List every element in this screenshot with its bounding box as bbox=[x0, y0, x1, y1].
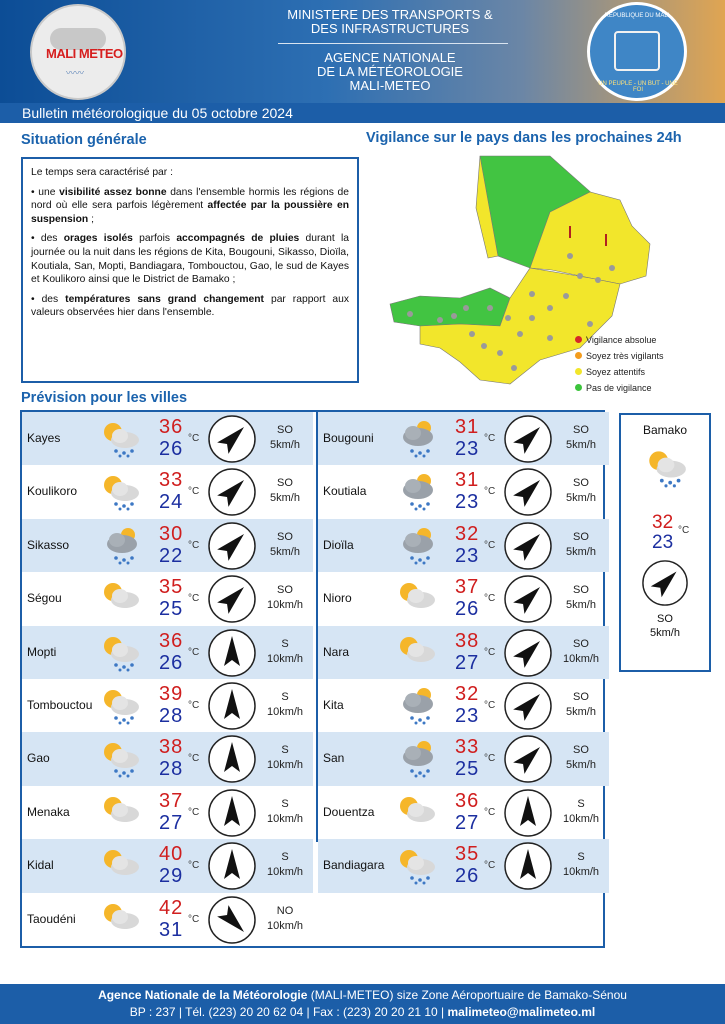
seal-building-icon bbox=[614, 31, 660, 71]
wind-speed: 5km/h bbox=[566, 706, 596, 718]
wind-compass-icon bbox=[207, 681, 257, 731]
bamako-tmin: 23 bbox=[652, 532, 674, 553]
wind-speed: 10km/h bbox=[562, 812, 600, 825]
situation-intro: Le temps sera caractérisé par : bbox=[31, 167, 173, 178]
wind-direction: S bbox=[281, 691, 289, 703]
forecast-row-dioïla bbox=[318, 519, 609, 572]
footer-agency: Agence Nationale de la Météorologie (MALI-METEO) size Zone Aéroportuaire de Bamako-Sénou bbox=[98, 988, 627, 1002]
temp-max: 42 bbox=[159, 896, 184, 919]
wind-direction: S bbox=[577, 851, 585, 864]
forecast-row-kayes bbox=[22, 412, 313, 465]
wind-speed: 5km/h bbox=[566, 599, 596, 612]
wind-speed: 5km/h bbox=[566, 545, 596, 558]
wind-compass-icon bbox=[503, 467, 553, 517]
temp-unit: °C bbox=[188, 486, 200, 498]
temp-max: 35 bbox=[159, 576, 184, 599]
forecast-title: Prévision pour les villes bbox=[21, 390, 188, 406]
temp-unit: °C bbox=[188, 700, 200, 711]
bamako-box bbox=[619, 413, 711, 672]
temp-min: 25 bbox=[455, 758, 480, 781]
sun-cloud-rain-icon bbox=[394, 845, 438, 885]
wind-direction: SO bbox=[277, 584, 293, 597]
forecast-row-gao bbox=[22, 732, 313, 785]
thunder-rain-icon bbox=[394, 418, 438, 458]
city-name: Nara bbox=[323, 644, 350, 659]
forecast-row-bougouni bbox=[318, 412, 609, 465]
forecast-row-mopti bbox=[22, 626, 313, 679]
temp-min: 23 bbox=[455, 438, 480, 460]
temp-min: 22 bbox=[159, 544, 184, 567]
temp-max: 35 bbox=[455, 843, 480, 866]
wind-direction: S bbox=[281, 797, 289, 810]
sun-cloud-rain-icon bbox=[643, 445, 689, 489]
agency-line-1: AGENCE NATIONALE bbox=[324, 50, 456, 65]
city-name: San bbox=[323, 751, 345, 766]
wind-compass-icon bbox=[503, 574, 553, 624]
sun-cloud-icon bbox=[394, 632, 438, 672]
bamako-tmax: 32 bbox=[652, 512, 674, 533]
temp-max: 37 bbox=[159, 789, 184, 812]
wind-speed: 5km/h bbox=[566, 492, 596, 505]
city-name: Koulikoro bbox=[27, 484, 78, 499]
temp-max: 38 bbox=[455, 629, 480, 652]
wind-direction: SO bbox=[573, 744, 589, 757]
city-name: Menaka bbox=[27, 804, 70, 819]
thunder-rain-icon bbox=[394, 471, 438, 511]
seal-top-text: RÉPUBLIQUE DU MALI bbox=[604, 13, 670, 19]
wind-speed: 5km/h bbox=[270, 439, 300, 451]
wind-speed: 10km/h bbox=[562, 652, 600, 665]
wind-compass-icon bbox=[207, 467, 257, 517]
sun-cloud-icon bbox=[394, 792, 438, 832]
legend-orange-dot bbox=[575, 352, 582, 359]
wind-compass-icon bbox=[207, 895, 257, 945]
wind-speed: 5km/h bbox=[270, 545, 300, 558]
forecast-row-sikasso bbox=[22, 519, 313, 572]
sun-cloud-icon bbox=[98, 845, 142, 885]
city-name: Koutiala bbox=[323, 484, 367, 499]
agency-line-3: MALI-METEO bbox=[349, 78, 431, 93]
wind-direction: SO bbox=[573, 637, 589, 650]
temp-unit: °C bbox=[188, 593, 200, 605]
bamako-city: Bamako bbox=[642, 423, 688, 437]
temp-min: 28 bbox=[159, 705, 184, 727]
logo-text: MALI METEO bbox=[46, 46, 123, 61]
city-name: Kayes bbox=[27, 431, 61, 445]
forecast-row-nara bbox=[318, 626, 609, 679]
forecast-row-koulikoro bbox=[22, 465, 313, 518]
wind-speed: 10km/h bbox=[266, 866, 304, 879]
wind-compass-icon bbox=[207, 734, 257, 784]
forecast-row-kidal bbox=[22, 839, 313, 892]
temp-max: 40 bbox=[159, 843, 184, 866]
temp-min: 27 bbox=[159, 811, 184, 834]
city-name: Tombouctou bbox=[27, 698, 93, 712]
temp-max: 36 bbox=[159, 416, 184, 438]
bamako-wind-speed: 5km/h bbox=[650, 627, 680, 639]
thunder-rain-icon bbox=[394, 525, 438, 565]
wind-compass-icon bbox=[207, 628, 257, 678]
temp-min: 26 bbox=[455, 865, 480, 888]
temp-min: 23 bbox=[455, 491, 480, 514]
temp-max: 38 bbox=[159, 736, 184, 759]
temp-max: 33 bbox=[159, 469, 184, 492]
sun-cloud-rain-icon bbox=[98, 418, 142, 458]
wind-compass-icon bbox=[207, 414, 257, 464]
city-name: Ségou bbox=[27, 591, 62, 606]
legend-red-dot bbox=[575, 336, 582, 343]
temp-min: 28 bbox=[159, 758, 184, 781]
wind-speed: 5km/h bbox=[270, 492, 300, 505]
temp-max: 39 bbox=[159, 683, 184, 705]
wind-speed: 10km/h bbox=[266, 652, 304, 665]
sun-cloud-icon bbox=[98, 899, 142, 939]
wind-direction: SO bbox=[573, 424, 589, 436]
temp-min: 26 bbox=[455, 598, 480, 621]
wind-direction: SO bbox=[573, 530, 589, 543]
sun-cloud-icon bbox=[394, 578, 438, 618]
wind-compass-icon bbox=[207, 841, 257, 891]
vigilance-title: Vigilance sur le pays dans les prochaines 24h bbox=[366, 130, 682, 146]
city-name: Kidal bbox=[27, 858, 54, 873]
temp-unit: °C bbox=[188, 753, 200, 765]
city-name: Bougouni bbox=[323, 431, 374, 445]
situation-box bbox=[21, 157, 359, 383]
temp-unit: °C bbox=[484, 700, 496, 711]
header-banner bbox=[0, 0, 725, 103]
wind-compass-icon bbox=[503, 628, 553, 678]
sun-cloud-rain-icon bbox=[98, 685, 142, 725]
temp-max: 31 bbox=[455, 416, 480, 438]
temp-min: 23 bbox=[455, 544, 480, 567]
temp-unit: °C bbox=[188, 913, 200, 925]
forecast-row-kita bbox=[318, 679, 609, 732]
temp-unit: °C bbox=[484, 753, 496, 765]
city-name: Kita bbox=[323, 698, 344, 712]
sun-cloud-rain-icon bbox=[98, 632, 142, 672]
wind-compass-icon bbox=[503, 841, 553, 891]
forecast-row-koutiala bbox=[318, 465, 609, 518]
temp-unit: °C bbox=[188, 539, 200, 551]
thunder-rain-icon bbox=[98, 525, 142, 565]
wind-direction: SO bbox=[277, 424, 293, 436]
footer-contact: BP : 237 | Tél. (223) 20 20 62 04 | Fax : (223) 20 20 21 10 | malimeteo@malimeteo.ml bbox=[129, 1005, 596, 1019]
temp-min: 27 bbox=[455, 651, 480, 674]
forecast-row-tombouctou bbox=[22, 679, 313, 732]
wind-direction: SO bbox=[573, 477, 589, 490]
city-name: Gao bbox=[27, 751, 50, 766]
legend-item-no-vigilance: Pas de vigilance bbox=[586, 383, 652, 393]
temp-unit: °C bbox=[484, 486, 496, 498]
wind-compass-icon bbox=[207, 521, 257, 571]
temp-max: 32 bbox=[455, 683, 480, 705]
wind-speed: 5km/h bbox=[566, 759, 596, 772]
city-name: Douentza bbox=[323, 804, 375, 819]
wind-direction: S bbox=[577, 797, 585, 810]
temp-min: 24 bbox=[159, 491, 184, 514]
temp-unit: °C bbox=[484, 433, 496, 444]
sun-cloud-icon bbox=[98, 792, 142, 832]
wind-direction: SO bbox=[277, 530, 293, 543]
logo-wave-icon: 〰〰 bbox=[66, 68, 85, 78]
wind-direction: SO bbox=[573, 584, 589, 597]
republic-seal bbox=[587, 2, 687, 101]
temp-unit: °C bbox=[188, 433, 200, 444]
wind-compass-icon bbox=[503, 734, 553, 784]
temp-unit: °C bbox=[188, 860, 200, 872]
legend-green-dot bbox=[575, 384, 582, 391]
legend-item-attentive: Soyez attentifs bbox=[586, 367, 645, 377]
temp-unit: °C bbox=[484, 806, 496, 818]
wind-compass-icon bbox=[207, 788, 257, 838]
wind-speed: 10km/h bbox=[562, 866, 600, 879]
temp-max: 33 bbox=[455, 736, 480, 759]
agency-line-2: DE LA MÉTÉOROLOGIE bbox=[317, 64, 463, 79]
forecast-table bbox=[20, 410, 605, 948]
wind-direction: S bbox=[281, 744, 289, 757]
forecast-row-taoudéni bbox=[22, 893, 313, 946]
temp-max: 32 bbox=[455, 522, 480, 545]
wind-speed: 10km/h bbox=[266, 706, 304, 718]
temp-unit: °C bbox=[484, 860, 496, 872]
situation-storms: • des orages isolés parfois accompagnés de pluies durant la journée ou la nuit dans les régions de Kita, Bougouni, Sikasso, Dioïla, Koutiala, San, Mopti, Bandiagara, Tombouctou, Gao, le sud de Kayes et Koulikoro ainsi que le District de Bamako ; bbox=[31, 233, 349, 286]
temp-max: 31 bbox=[455, 469, 480, 492]
wind-speed: 10km/h bbox=[266, 919, 304, 932]
wind-speed: 10km/h bbox=[266, 599, 304, 612]
wind-speed: 10km/h bbox=[266, 812, 304, 825]
temp-max: 30 bbox=[159, 522, 184, 545]
temp-unit: °C bbox=[484, 593, 496, 605]
forecast-row-bandiagara bbox=[318, 839, 609, 892]
legend-item-absolute: Vigilance absolue bbox=[586, 335, 656, 345]
city-name: Bandiagara bbox=[323, 858, 385, 873]
wind-direction: SO bbox=[277, 477, 293, 490]
bamako-unit: °C bbox=[678, 525, 690, 536]
temp-unit: °C bbox=[188, 806, 200, 818]
temp-min: 23 bbox=[455, 705, 480, 727]
wind-direction: SO bbox=[573, 691, 589, 703]
sun-cloud-rain-icon bbox=[98, 738, 142, 778]
temp-unit: °C bbox=[484, 646, 496, 658]
temp-max: 36 bbox=[455, 789, 480, 812]
thunder-rain-icon bbox=[394, 738, 438, 778]
sun-cloud-rain-icon bbox=[98, 471, 142, 511]
temp-min: 26 bbox=[159, 651, 184, 674]
wind-direction: S bbox=[281, 851, 289, 864]
temp-unit: °C bbox=[484, 539, 496, 551]
ministry-line-2: DES INFRASTRUCTURES bbox=[310, 21, 470, 36]
city-name: Dioïla bbox=[323, 537, 354, 552]
bulletin-bar bbox=[0, 103, 725, 123]
city-name: Taoudéni bbox=[27, 911, 76, 926]
mali-meteo-logo bbox=[30, 4, 126, 100]
temp-min: 27 bbox=[455, 811, 480, 834]
forecast-row-san bbox=[318, 732, 609, 785]
wind-speed: 5km/h bbox=[566, 439, 596, 451]
wind-compass-icon bbox=[503, 414, 553, 464]
footer bbox=[0, 984, 725, 1024]
header-separator bbox=[278, 43, 508, 44]
city-name: Mopti bbox=[27, 644, 57, 659]
seal-motto: UN PEUPLE - UN BUT - UNE FOI bbox=[598, 81, 678, 93]
wind-compass-icon bbox=[503, 521, 553, 571]
wind-direction: NO bbox=[276, 904, 294, 917]
wind-compass-icon bbox=[207, 574, 257, 624]
bulletin-title: Bulletin météorologique du 05 octobre 2024 bbox=[22, 105, 293, 121]
forecast-row-menaka bbox=[22, 786, 313, 839]
situation-temperatures: • des températures sans grand changement par rapport aux valeurs observées hier dans l'ensemble. bbox=[31, 293, 349, 319]
wind-compass-icon bbox=[503, 681, 553, 731]
footer-email-link[interactable]: malimeteo@malimeteo.ml bbox=[447, 1005, 596, 1019]
temp-min: 29 bbox=[159, 865, 184, 888]
bamako-wind-direction: SO bbox=[657, 613, 673, 625]
thunder-rain-icon bbox=[394, 685, 438, 725]
temp-unit: °C bbox=[188, 646, 200, 658]
legend-item-very-vigilant: Soyez très vigilants bbox=[586, 351, 664, 361]
forecast-row-ségou bbox=[22, 572, 313, 625]
wind-direction: S bbox=[281, 637, 289, 650]
temp-max: 36 bbox=[159, 629, 184, 652]
temp-max: 37 bbox=[455, 576, 480, 599]
temp-min: 31 bbox=[159, 918, 184, 941]
forecast-row-nioro bbox=[318, 572, 609, 625]
wind-compass-icon bbox=[641, 559, 689, 607]
legend-yellow-dot bbox=[575, 368, 582, 375]
forecast-row-douentza bbox=[318, 786, 609, 839]
ministry-line-1: MINISTERE DES TRANSPORTS & bbox=[287, 7, 493, 22]
sun-cloud-icon bbox=[98, 578, 142, 618]
city-name: Sikasso bbox=[27, 537, 70, 552]
wind-compass-icon bbox=[503, 788, 553, 838]
temp-min: 26 bbox=[159, 438, 184, 460]
city-name: Nioro bbox=[323, 591, 352, 606]
temp-min: 25 bbox=[159, 598, 184, 621]
situation-visibility: • une visibilité assez bonne dans l'ensemble hormis les régions de nord où elle sera parfois légèrement affectée par la poussière en suspension ; bbox=[31, 186, 349, 225]
wind-speed: 10km/h bbox=[266, 759, 304, 772]
situation-title: Situation générale bbox=[21, 132, 147, 148]
